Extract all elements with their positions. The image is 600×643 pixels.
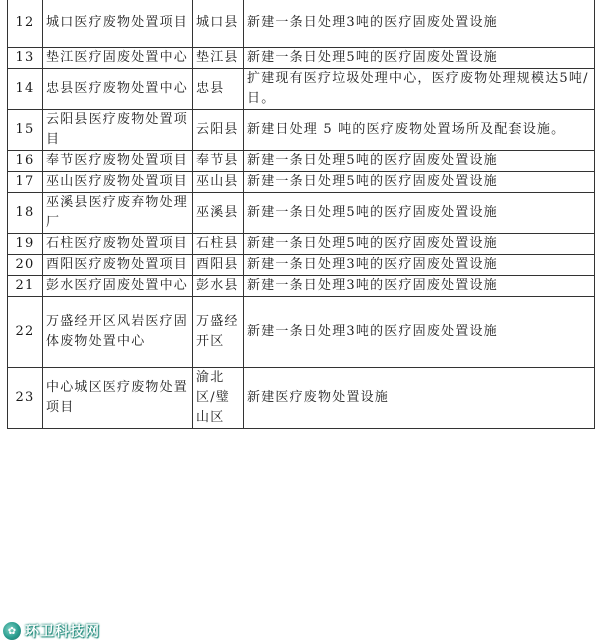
watermark-text: 环卫科技网	[25, 624, 100, 640]
table-row	[8, 297, 595, 368]
row-number: 13	[8, 48, 43, 69]
county: 酉阳县	[193, 255, 244, 276]
county: 石柱县	[193, 234, 244, 255]
project-name: 巫山医疗废物处置项目	[43, 172, 193, 193]
row-number: 17	[8, 172, 43, 193]
table-row	[8, 172, 595, 193]
row-number: 20	[8, 255, 43, 276]
county: 云阳县	[193, 110, 244, 151]
row-number: 22	[8, 297, 43, 368]
row-number: 16	[8, 151, 43, 172]
project-description: 新建日处理 5 吨的医疗废物处置场所及配套设施。	[244, 110, 595, 151]
project-description: 新建一条日处理3吨的医疗固废处置设施	[244, 276, 595, 297]
project-name: 城口医疗废物处置项目	[43, 0, 193, 48]
project-name: 万盛经开区风岩医疗固体废物处置中心	[43, 297, 193, 368]
table-row	[8, 255, 595, 276]
project-name: 忠县医疗废物处置中心	[43, 69, 193, 110]
project-name: 奉节医疗废物处置项目	[43, 151, 193, 172]
county: 城口县	[193, 0, 244, 48]
project-name: 巫溪县医疗废弃物处理厂	[43, 193, 193, 234]
table-row	[8, 151, 595, 172]
project-name: 云阳县医疗废物处置项目	[43, 110, 193, 151]
row-number: 15	[8, 110, 43, 151]
project-description: 新建一条日处理5吨的医疗固废处置设施	[244, 193, 595, 234]
project-description: 新建一条日处理5吨的医疗固废处置设施	[244, 172, 595, 193]
table-row	[8, 234, 595, 255]
watermark	[2, 621, 100, 641]
project-description: 新建医疗废物处置设施	[244, 368, 595, 429]
row-number: 18	[8, 193, 43, 234]
county: 忠县	[193, 69, 244, 110]
project-description: 新建一条日处理3吨的医疗固废处置设施	[244, 297, 595, 368]
row-number: 21	[8, 276, 43, 297]
project-description: 新建一条日处理3吨的医疗固废处置设施	[244, 0, 595, 48]
county: 万盛经开区	[193, 297, 244, 368]
county: 巫溪县	[193, 193, 244, 234]
table-row	[8, 276, 595, 297]
table-row	[8, 368, 595, 429]
table-row	[8, 48, 595, 69]
project-name: 酉阳医疗废物处置项目	[43, 255, 193, 276]
project-name: 垫江医疗固废处置中心	[43, 48, 193, 69]
table-row	[8, 0, 595, 48]
row-number: 14	[8, 69, 43, 110]
row-number: 19	[8, 234, 43, 255]
project-description: 新建一条日处理5吨的医疗固废处置设施	[244, 234, 595, 255]
county: 巫山县	[193, 172, 244, 193]
table-row	[8, 110, 595, 151]
project-description: 新建一条日处理3吨的医疗固废处置设施	[244, 255, 595, 276]
project-description: 新建一条日处理5吨的医疗固废处置设施	[244, 48, 595, 69]
project-name: 石柱医疗废物处置项目	[43, 234, 193, 255]
project-description: 扩建现有医疗垃圾处理中心，医疗废物处理规模达5吨/日。	[244, 69, 595, 110]
project-description: 新建一条日处理5吨的医疗固废处置设施	[244, 151, 595, 172]
county: 垫江县	[193, 48, 244, 69]
project-table	[7, 0, 595, 429]
project-name: 中心城区医疗废物处置项目	[43, 368, 193, 429]
county: 彭水县	[193, 276, 244, 297]
table-row	[8, 69, 595, 110]
row-number: 23	[8, 368, 43, 429]
county: 渝北区/璧山区	[193, 368, 244, 429]
watermark-logo-icon: ✿	[2, 621, 22, 641]
county: 奉节县	[193, 151, 244, 172]
row-number: 12	[8, 0, 43, 48]
table-row	[8, 193, 595, 234]
project-name: 彭水医疗固废处置中心	[43, 276, 193, 297]
